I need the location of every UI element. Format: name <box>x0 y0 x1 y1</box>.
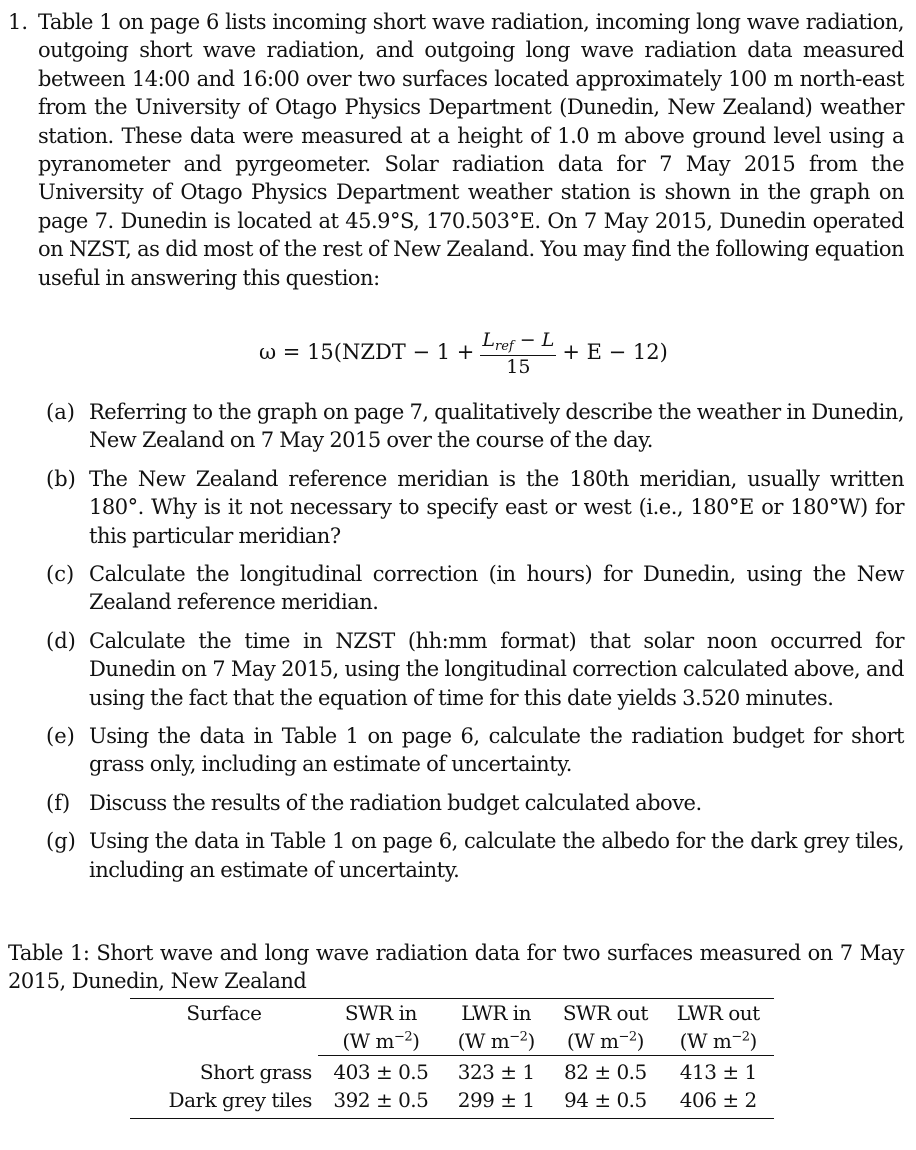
part-text: The New Zealand reference meridian is the 180th meridian, usually written 180°. Why is it not necessary to specify east or west (i.e., 180°E or 180°W) for this particular meridian? <box>89 466 904 548</box>
swr-in-value: 392 ± 0.5 <box>318 1086 444 1119</box>
unit-swr-out <box>548 1027 662 1056</box>
unit-exponent: −2 <box>618 1029 637 1045</box>
part-label: (c) <box>46 562 75 587</box>
table-header-row <box>130 999 774 1028</box>
unit-prefix: (W m <box>679 1029 732 1053</box>
swr-out-value: 94 ± 0.5 <box>548 1086 662 1119</box>
equation-rhs: + E − 12) <box>562 340 668 364</box>
unit-prefix: (W m <box>566 1029 619 1053</box>
surface-name: Short grass <box>199 1059 312 1084</box>
question-parts <box>46 398 904 894</box>
part-text: Discuss the results of the radiation budget calculated above. <box>89 790 702 815</box>
unit-swr-in <box>318 1027 444 1056</box>
part-c <box>46 560 904 617</box>
table-row <box>130 1056 774 1087</box>
unit-exponent: −2 <box>509 1029 528 1045</box>
lwr-in-value: 323 ± 1 <box>457 1060 535 1084</box>
part-label: (f) <box>46 790 71 815</box>
lwr-out-value: 406 ± 2 <box>662 1086 774 1119</box>
header-lwr-out: LWR out <box>662 999 774 1028</box>
part-label: (g) <box>46 829 76 854</box>
part-g <box>46 827 904 884</box>
part-b <box>46 465 904 550</box>
hour-angle-equation <box>0 322 916 382</box>
part-text: Using the data in Table 1 on page 6, calculate the radiation budget for short grass only, including an estimate of uncertainty. <box>89 724 904 777</box>
surface-name: Dark grey tiles <box>130 1086 318 1119</box>
unit-exponent: −2 <box>731 1029 750 1045</box>
unit-suffix: ) <box>636 1029 644 1053</box>
part-text: Using the data in Table 1 on page 6, calculate the albedo for the dark grey tiles, including an estimate of uncertainty. <box>89 829 904 882</box>
header-swr-out: SWR out <box>548 999 662 1028</box>
table-row <box>130 1086 774 1119</box>
numerator-subscript: ref <box>495 338 514 354</box>
radiation-table <box>130 998 774 1119</box>
unit-exponent: −2 <box>394 1029 413 1045</box>
header-surface: Surface <box>130 999 318 1056</box>
unit-prefix: (W m <box>457 1029 510 1053</box>
unit-suffix: ) <box>749 1029 757 1053</box>
part-e <box>46 722 904 779</box>
part-label: (d) <box>46 628 76 653</box>
part-a <box>46 398 904 455</box>
radiation-table-wrap <box>130 998 774 1119</box>
part-f <box>46 789 904 817</box>
part-text: Calculate the time in NZST (hh:mm format) that solar noon occurred for Dunedin on 7 May 2015, using the longitudinal correction calculated above, and using the fact that the equation of time for this date yields 3.520 minutes. <box>89 628 904 710</box>
question-intro: Table 1 on page 6 lists incoming short wave radiation, incoming long wave radiation, outgoing short wave radiation, and outgoing long wave radiation data measured between 14:00 and 16:00 over two surfaces located approximately 100 m north-east from the University of Otago Physics Department (Dunedin, New Zealand) weather station. These data were measured at a height of 1.0 m above ground level using a pyranometer and pyrgeometer. Solar radiation data for 7 May 2015 from the University of Otago Physics Department weather station is shown in the graph on page 7. Dunedin is located at 45.9°S, 170.503°E. On 7 May 2015, Dunedin operated on NZST, as did most of the rest of New Zealand. You may find the following equation useful in answering this question: <box>38 10 904 290</box>
equation-fraction <box>480 329 556 378</box>
fraction-numerator <box>480 329 556 356</box>
table-caption: Table 1: Short wave and long wave radiation data for two surfaces measured on 7 May 2015, Dunedin, New Zealand <box>8 941 904 994</box>
swr-in-value: 403 ± 0.5 <box>333 1060 429 1084</box>
question-block <box>8 8 904 292</box>
question-number: 1. <box>8 10 29 34</box>
lwr-in-value: 299 ± 1 <box>444 1086 548 1119</box>
part-label: (e) <box>46 724 75 749</box>
part-d <box>46 627 904 712</box>
part-text: Referring to the graph on page 7, qualitatively describe the weather in Dunedin, New Zealand on 7 May 2015 over the course of the day. <box>89 400 904 453</box>
part-label: (a) <box>46 400 75 424</box>
unit-lwr-in <box>444 1027 548 1056</box>
swr-out-value: 82 ± 0.5 <box>564 1060 647 1084</box>
fraction-denominator: 15 <box>506 355 531 378</box>
unit-suffix: ) <box>527 1029 535 1053</box>
header-lwr-in: LWR in <box>444 999 548 1028</box>
unit-lwr-out <box>662 1027 774 1056</box>
part-label: (b) <box>46 466 76 491</box>
unit-suffix: ) <box>412 1029 420 1053</box>
part-text: Calculate the longitudinal correction (in hours) for Dunedin, using the New Zealand reference meridian. <box>89 562 904 615</box>
numerator-minus-l: − L <box>513 328 555 351</box>
unit-prefix: (W m <box>342 1029 394 1053</box>
equation-lhs: ω = 15(NZDT − 1 + <box>259 340 475 364</box>
numerator-l-ref: L <box>482 328 495 351</box>
lwr-out-value: 413 ± 1 <box>679 1060 757 1084</box>
header-swr-in: SWR in <box>318 999 444 1028</box>
